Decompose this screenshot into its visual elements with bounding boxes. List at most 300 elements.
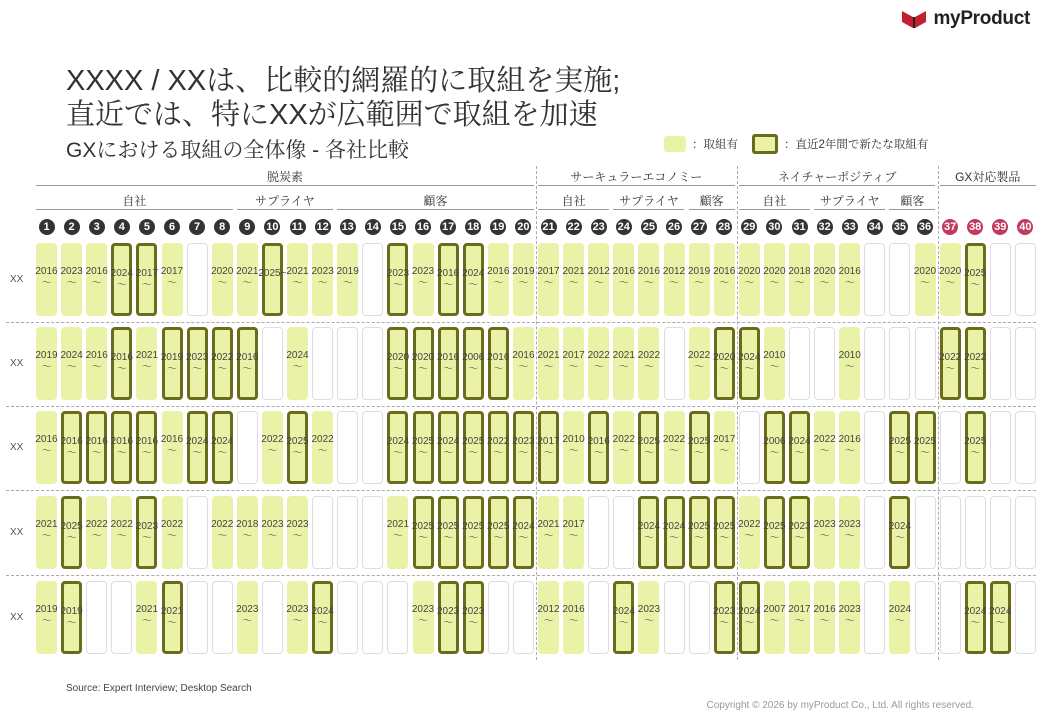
legend-bold-label: ：直近2年間で新たな取組有 xyxy=(784,139,929,151)
start-year: 2012 xyxy=(537,604,560,615)
company-cell xyxy=(61,411,82,484)
column-number-badge: 28 xyxy=(718,221,731,233)
ongoing-tilde: ～ xyxy=(41,278,52,289)
start-year: 2023 xyxy=(135,521,159,532)
start-year: 2023 xyxy=(311,266,334,277)
column-number-badge: 3 xyxy=(89,219,105,235)
start-year: 2022 xyxy=(211,519,234,530)
ongoing-tilde: ～ xyxy=(844,531,855,542)
ongoing-tilde: ～ xyxy=(995,618,1006,629)
ongoing-tilde: ～ xyxy=(769,616,780,627)
start-year: 2021 xyxy=(612,350,635,361)
legend-filled-label: ：取組有 xyxy=(692,139,738,151)
company-cell xyxy=(438,581,459,654)
category-underline xyxy=(940,185,1036,186)
column-number-badge: 1 xyxy=(39,219,55,235)
company-cell xyxy=(61,327,82,400)
company-cell xyxy=(212,411,233,484)
category-separator xyxy=(938,166,939,660)
page-title xyxy=(66,64,620,132)
company-cell xyxy=(312,496,333,569)
company-cell xyxy=(889,411,910,484)
start-year: 2020 xyxy=(913,266,937,277)
company-cell xyxy=(36,327,57,400)
company-cell xyxy=(362,243,383,316)
start-year: 2017 xyxy=(562,519,585,530)
company-cell xyxy=(864,581,885,654)
company-cell xyxy=(638,327,659,400)
company-cell xyxy=(162,243,183,316)
start-year: 2024 xyxy=(60,350,83,361)
ongoing-tilde: ～ xyxy=(91,531,102,542)
company-cell xyxy=(337,243,358,316)
ongoing-tilde: ～ xyxy=(593,448,604,459)
company-cell xyxy=(588,581,609,654)
column-number-badge: 13 xyxy=(341,221,354,233)
start-year: 2021 xyxy=(35,519,58,530)
company-cell xyxy=(714,496,735,569)
company-cell xyxy=(513,327,534,400)
row-label: XX xyxy=(10,612,24,623)
start-year: 2016 xyxy=(436,352,460,363)
start-year: 2016 xyxy=(35,266,58,277)
company-cell xyxy=(337,496,358,569)
start-year: 2016 xyxy=(637,266,661,277)
start-year: 2007 xyxy=(763,604,786,615)
company-cell xyxy=(940,496,961,569)
start-year: 2024 xyxy=(612,606,635,617)
start-year: 2024 xyxy=(964,606,987,617)
ongoing-tilde: ～ xyxy=(116,448,127,459)
company-cell xyxy=(789,581,810,654)
ongoing-tilde: ～ xyxy=(593,278,604,289)
company-cell xyxy=(965,411,986,484)
ongoing-tilde: ～ xyxy=(543,531,554,542)
company-cell xyxy=(839,327,860,400)
subcategory-header: 自社 xyxy=(122,194,147,208)
start-year: 2021 xyxy=(537,350,560,361)
company-cell xyxy=(764,411,785,484)
start-year: 2019 xyxy=(35,350,58,361)
column-number-badge: 40 xyxy=(1019,221,1032,233)
company-cell xyxy=(111,411,132,484)
start-year: 2016 xyxy=(85,350,108,361)
start-year: 2017 xyxy=(135,268,159,279)
start-year: 2024 xyxy=(888,521,912,532)
ongoing-tilde: ～ xyxy=(643,616,654,627)
company-cell xyxy=(463,411,484,484)
start-year: 2020 xyxy=(211,266,234,277)
ongoing-tilde: ～ xyxy=(669,446,679,457)
ongoing-tilde: ～ xyxy=(769,448,780,459)
ongoing-tilde: ～ xyxy=(116,531,127,542)
company-cell xyxy=(588,327,609,400)
company-cell xyxy=(990,411,1011,484)
category-separator xyxy=(737,166,738,660)
ongoing-tilde: ～ xyxy=(493,448,504,459)
category-underline xyxy=(739,185,936,186)
column-number-badge: 15 xyxy=(391,221,405,233)
start-year: 2023 xyxy=(462,606,485,617)
ongoing-tilde: ～ xyxy=(894,448,905,459)
ongoing-tilde: ～ xyxy=(292,278,303,289)
company-cell xyxy=(563,411,584,484)
ongoing-tilde: ～ xyxy=(744,364,755,375)
ongoing-tilde: ～ xyxy=(292,531,303,542)
company-cell xyxy=(839,581,860,654)
subcategory-underline xyxy=(689,209,735,210)
company-cell xyxy=(588,243,609,316)
ongoing-tilde: ～ xyxy=(292,448,303,459)
ongoing-tilde: ～ xyxy=(167,364,177,375)
start-year: 2024 xyxy=(512,521,535,532)
column-number-badge: 17 xyxy=(441,221,455,233)
company-cell xyxy=(664,243,685,316)
ongoing-tilde: ～ xyxy=(744,618,755,629)
ongoing-tilde: ～ xyxy=(392,364,403,375)
category-underline xyxy=(538,185,735,186)
start-year: 2022 xyxy=(211,352,234,363)
subcategory-underline xyxy=(613,209,684,210)
start-year: 2019 xyxy=(512,266,535,277)
ongoing-tilde: ～ xyxy=(769,362,780,373)
ongoing-tilde: ～ xyxy=(643,278,654,289)
subcategory-underline xyxy=(337,209,534,210)
ongoing-tilde: ～ xyxy=(66,618,77,629)
start-year: 2023 xyxy=(236,604,259,615)
column-number-badge: 7 xyxy=(189,219,205,235)
company-cell xyxy=(463,327,484,400)
start-year: 2023 xyxy=(185,352,209,363)
company-cell xyxy=(789,411,810,484)
row-label: XX xyxy=(10,358,24,369)
company-cell xyxy=(739,411,760,484)
company-cell xyxy=(538,496,559,569)
ongoing-tilde: ～ xyxy=(568,446,579,457)
company-cell xyxy=(965,243,986,316)
company-cell xyxy=(287,243,308,316)
start-year: 2016 xyxy=(436,268,460,279)
company-cell xyxy=(563,496,584,569)
company-cell xyxy=(187,243,208,316)
company-cell xyxy=(940,411,961,484)
ongoing-tilde: ～ xyxy=(819,278,830,289)
company-cell xyxy=(613,411,634,484)
company-cell xyxy=(638,411,659,484)
ongoing-tilde: ～ xyxy=(443,280,454,291)
start-year: 2010 xyxy=(838,350,861,361)
company-cell xyxy=(258,243,287,316)
subcategory-header: 自社 xyxy=(762,194,787,208)
column-number-badge: 29 xyxy=(743,221,756,233)
ongoing-tilde: ～ xyxy=(443,618,454,629)
column-number-badge: 10 xyxy=(266,221,279,233)
ongoing-tilde: ～ xyxy=(392,531,403,542)
ongoing-tilde: ～ xyxy=(116,364,127,375)
ongoing-tilde: ～ xyxy=(342,278,353,289)
category-underline xyxy=(36,185,534,186)
ongoing-tilde: ～ xyxy=(643,533,654,544)
company-cell xyxy=(990,327,1011,400)
company-cell xyxy=(664,327,685,400)
start-year: 2016 xyxy=(838,434,861,445)
start-year: 2016 xyxy=(838,266,861,277)
company-cell xyxy=(764,243,785,316)
ongoing-tilde: ～ xyxy=(844,362,855,373)
start-year: 2024 xyxy=(185,436,209,447)
ongoing-tilde: ～ xyxy=(493,278,504,289)
company-cell xyxy=(287,496,308,569)
company-cell xyxy=(438,496,459,569)
company-cell xyxy=(764,581,785,654)
ongoing-tilde: ～ xyxy=(643,448,654,459)
start-year: 2025 xyxy=(687,521,711,532)
start-year: 2022 xyxy=(687,350,711,361)
ongoing-tilde: ～ xyxy=(819,531,830,542)
start-year: 2020 xyxy=(738,266,761,277)
start-year: 2025 xyxy=(462,521,485,532)
start-year: 2025 xyxy=(462,436,485,447)
company-cell xyxy=(1015,243,1036,316)
company-cell xyxy=(889,581,910,654)
ongoing-tilde: ～ xyxy=(593,362,604,373)
company-cell xyxy=(463,496,484,569)
ongoing-tilde: ～ xyxy=(418,364,428,375)
company-cell xyxy=(864,327,885,400)
ongoing-tilde: ～ xyxy=(694,278,705,289)
start-year: 2017 xyxy=(788,604,811,615)
ongoing-tilde: ～ xyxy=(217,364,228,375)
company-cell xyxy=(337,327,358,400)
company-cell xyxy=(814,581,835,654)
ongoing-tilde: ～ xyxy=(267,446,278,457)
company-cell xyxy=(638,581,659,654)
company-cell xyxy=(714,243,735,316)
company-cell xyxy=(463,243,484,316)
column-number-badge: 36 xyxy=(918,221,932,233)
ongoing-tilde: ～ xyxy=(568,278,579,289)
start-year: 2020 xyxy=(386,352,410,363)
ongoing-tilde: ～ xyxy=(719,533,730,544)
start-year: 2025 xyxy=(286,436,309,447)
start-year: 2024 xyxy=(989,606,1012,617)
company-cell xyxy=(714,581,735,654)
company-cell xyxy=(362,411,383,484)
ongoing-tilde: ～ xyxy=(242,616,253,627)
company-cell xyxy=(262,496,283,569)
subcategory-header: 顧客 xyxy=(900,194,925,208)
column-number-badge: 22 xyxy=(567,221,580,233)
ongoing-tilde: ～ xyxy=(618,278,629,289)
start-year: 2025 xyxy=(913,436,937,447)
row-separator xyxy=(6,575,1036,576)
company-cell xyxy=(237,581,258,654)
start-year: 2016 xyxy=(35,434,58,445)
company-cell xyxy=(162,496,183,569)
start-year: 2025 xyxy=(964,268,987,279)
column-number-badge: 14 xyxy=(366,221,379,233)
ongoing-tilde: ～ xyxy=(945,364,956,375)
ongoing-tilde: ～ xyxy=(719,278,730,289)
ongoing-tilde: ～ xyxy=(794,448,805,459)
ongoing-tilde: ～ xyxy=(141,362,152,373)
start-year: 2022 xyxy=(110,519,133,530)
start-year: 2020 xyxy=(938,266,962,277)
column-number-badge: 31 xyxy=(793,221,806,233)
ongoing-tilde: ～ xyxy=(66,362,77,373)
company-cell xyxy=(362,327,383,400)
company-cell xyxy=(889,327,910,400)
start-year: 2025 xyxy=(637,436,661,447)
ongoing-tilde: ～ xyxy=(493,364,504,375)
start-year: 2017 xyxy=(537,436,560,447)
ongoing-tilde: ～ xyxy=(418,278,428,289)
start-year: 2025 xyxy=(888,436,912,447)
start-year: 2022 xyxy=(813,434,836,445)
company-cell xyxy=(814,327,835,400)
ongoing-tilde: ～ xyxy=(970,448,981,459)
subcategory-underline xyxy=(538,209,609,210)
start-year: 2023 xyxy=(436,606,460,617)
company-cell xyxy=(739,496,760,569)
start-year: 2025 xyxy=(763,521,786,532)
column-number-badge: 26 xyxy=(667,221,681,233)
ongoing-tilde: ～ xyxy=(242,278,253,289)
start-year: 2024 xyxy=(462,268,485,279)
start-year: 2023 xyxy=(286,519,309,530)
column-number-badge: 12 xyxy=(316,221,329,233)
start-year: 2022 xyxy=(311,434,334,445)
start-year: 2023 xyxy=(286,604,309,615)
ongoing-tilde: ～ xyxy=(41,616,52,627)
company-cell xyxy=(312,581,333,654)
ongoing-tilde: ～ xyxy=(91,362,102,373)
company-cell xyxy=(664,411,685,484)
start-year: 2024 xyxy=(662,521,686,532)
column-number-badge: 11 xyxy=(290,219,306,235)
company-cell xyxy=(413,243,434,316)
ongoing-tilde: ～ xyxy=(894,616,905,627)
company-cell xyxy=(237,243,258,316)
ongoing-tilde: ～ xyxy=(167,531,177,542)
start-year: 2020 xyxy=(411,352,435,363)
company-cell xyxy=(814,411,835,484)
company-cell xyxy=(965,327,986,400)
ongoing-tilde: ～ xyxy=(543,616,554,627)
company-cell xyxy=(864,243,885,316)
column-number-badge: 35 xyxy=(893,221,907,233)
ongoing-tilde: ～ xyxy=(819,616,830,627)
ongoing-tilde: ～ xyxy=(141,280,152,291)
start-year: 2023 xyxy=(713,606,736,617)
company-cell xyxy=(1015,496,1036,569)
ongoing-tilde: ～ xyxy=(794,278,805,289)
ongoing-tilde: ～ xyxy=(141,616,152,627)
ongoing-tilde: ～ xyxy=(694,362,705,373)
ongoing-tilde: ～ xyxy=(317,446,328,457)
ongoing-tilde: ～ xyxy=(543,278,554,289)
company-cell xyxy=(1015,581,1036,654)
subcategory-header: サプライヤ xyxy=(255,194,315,208)
start-year: 2025 xyxy=(487,521,510,532)
row-label: XX xyxy=(10,274,24,285)
company-cell xyxy=(438,243,459,316)
start-year: 2017 xyxy=(713,434,736,445)
company-cell xyxy=(187,496,208,569)
company-cell xyxy=(111,243,132,316)
column-number-badge: 19 xyxy=(492,221,505,233)
start-year: 2021 xyxy=(386,519,410,530)
ongoing-tilde: ～ xyxy=(242,364,253,375)
ongoing-tilde: ～ xyxy=(744,531,755,542)
start-year: 2023 xyxy=(411,266,435,277)
ongoing-tilde: ～ xyxy=(167,618,177,629)
ongoing-tilde: ～ xyxy=(643,362,654,373)
company-cell xyxy=(162,411,183,484)
start-year: 2010 xyxy=(562,434,585,445)
page-subtitle: GXにおける取組の全体像 - 各社比較 xyxy=(66,139,410,162)
company-cell xyxy=(136,243,157,316)
ongoing-tilde: ～ xyxy=(91,278,102,289)
company-cell xyxy=(839,496,860,569)
start-year: 2023 xyxy=(411,604,435,615)
subcategory-underline xyxy=(814,209,885,210)
company-cell xyxy=(312,327,333,400)
start-year: 2022 xyxy=(487,436,510,447)
ongoing-tilde: ～ xyxy=(292,362,303,373)
company-cell xyxy=(86,496,107,569)
ongoing-tilde: ～ xyxy=(141,448,152,459)
company-cell xyxy=(588,496,609,569)
company-cell xyxy=(538,327,559,400)
ongoing-tilde: ～ xyxy=(66,448,77,459)
company-cell xyxy=(789,243,810,316)
company-cell xyxy=(111,496,132,569)
ongoing-tilde: ～ xyxy=(618,446,629,457)
company-cell xyxy=(563,243,584,316)
company-cell xyxy=(262,581,283,654)
company-cell xyxy=(940,581,961,654)
start-year: 2012 xyxy=(587,266,610,277)
company-cell xyxy=(488,496,509,569)
ongoing-tilde: ～ xyxy=(41,446,52,457)
ongoing-tilde: ～ xyxy=(267,531,278,542)
ongoing-tilde: ～ xyxy=(242,531,253,542)
column-number-badge: 16 xyxy=(416,221,430,233)
company-cell xyxy=(212,496,233,569)
ongoing-tilde: ～ xyxy=(443,448,454,459)
company-cell xyxy=(689,327,710,400)
company-cell xyxy=(237,327,258,400)
ongoing-tilde: ～ xyxy=(518,278,529,289)
ongoing-tilde: ～ xyxy=(568,362,579,373)
start-year: 2023 xyxy=(813,519,836,530)
row-separator xyxy=(6,406,1036,407)
start-year: 2023 xyxy=(60,266,83,277)
column-number-badge: 20 xyxy=(517,221,530,233)
ongoing-tilde: ～ xyxy=(468,364,479,375)
start-year: 2023 xyxy=(386,268,410,279)
start-year: 2021 xyxy=(135,604,159,615)
company-cell xyxy=(789,327,810,400)
start-year: 2016 xyxy=(813,604,836,615)
company-cell xyxy=(538,243,559,316)
ongoing-tilde: ～ xyxy=(141,533,152,544)
legend-bold-swatch xyxy=(752,134,778,154)
ongoing-tilde: ～ xyxy=(317,278,328,289)
category-header: サーキュラーエコノミー xyxy=(570,170,703,184)
company-cell xyxy=(889,243,910,316)
